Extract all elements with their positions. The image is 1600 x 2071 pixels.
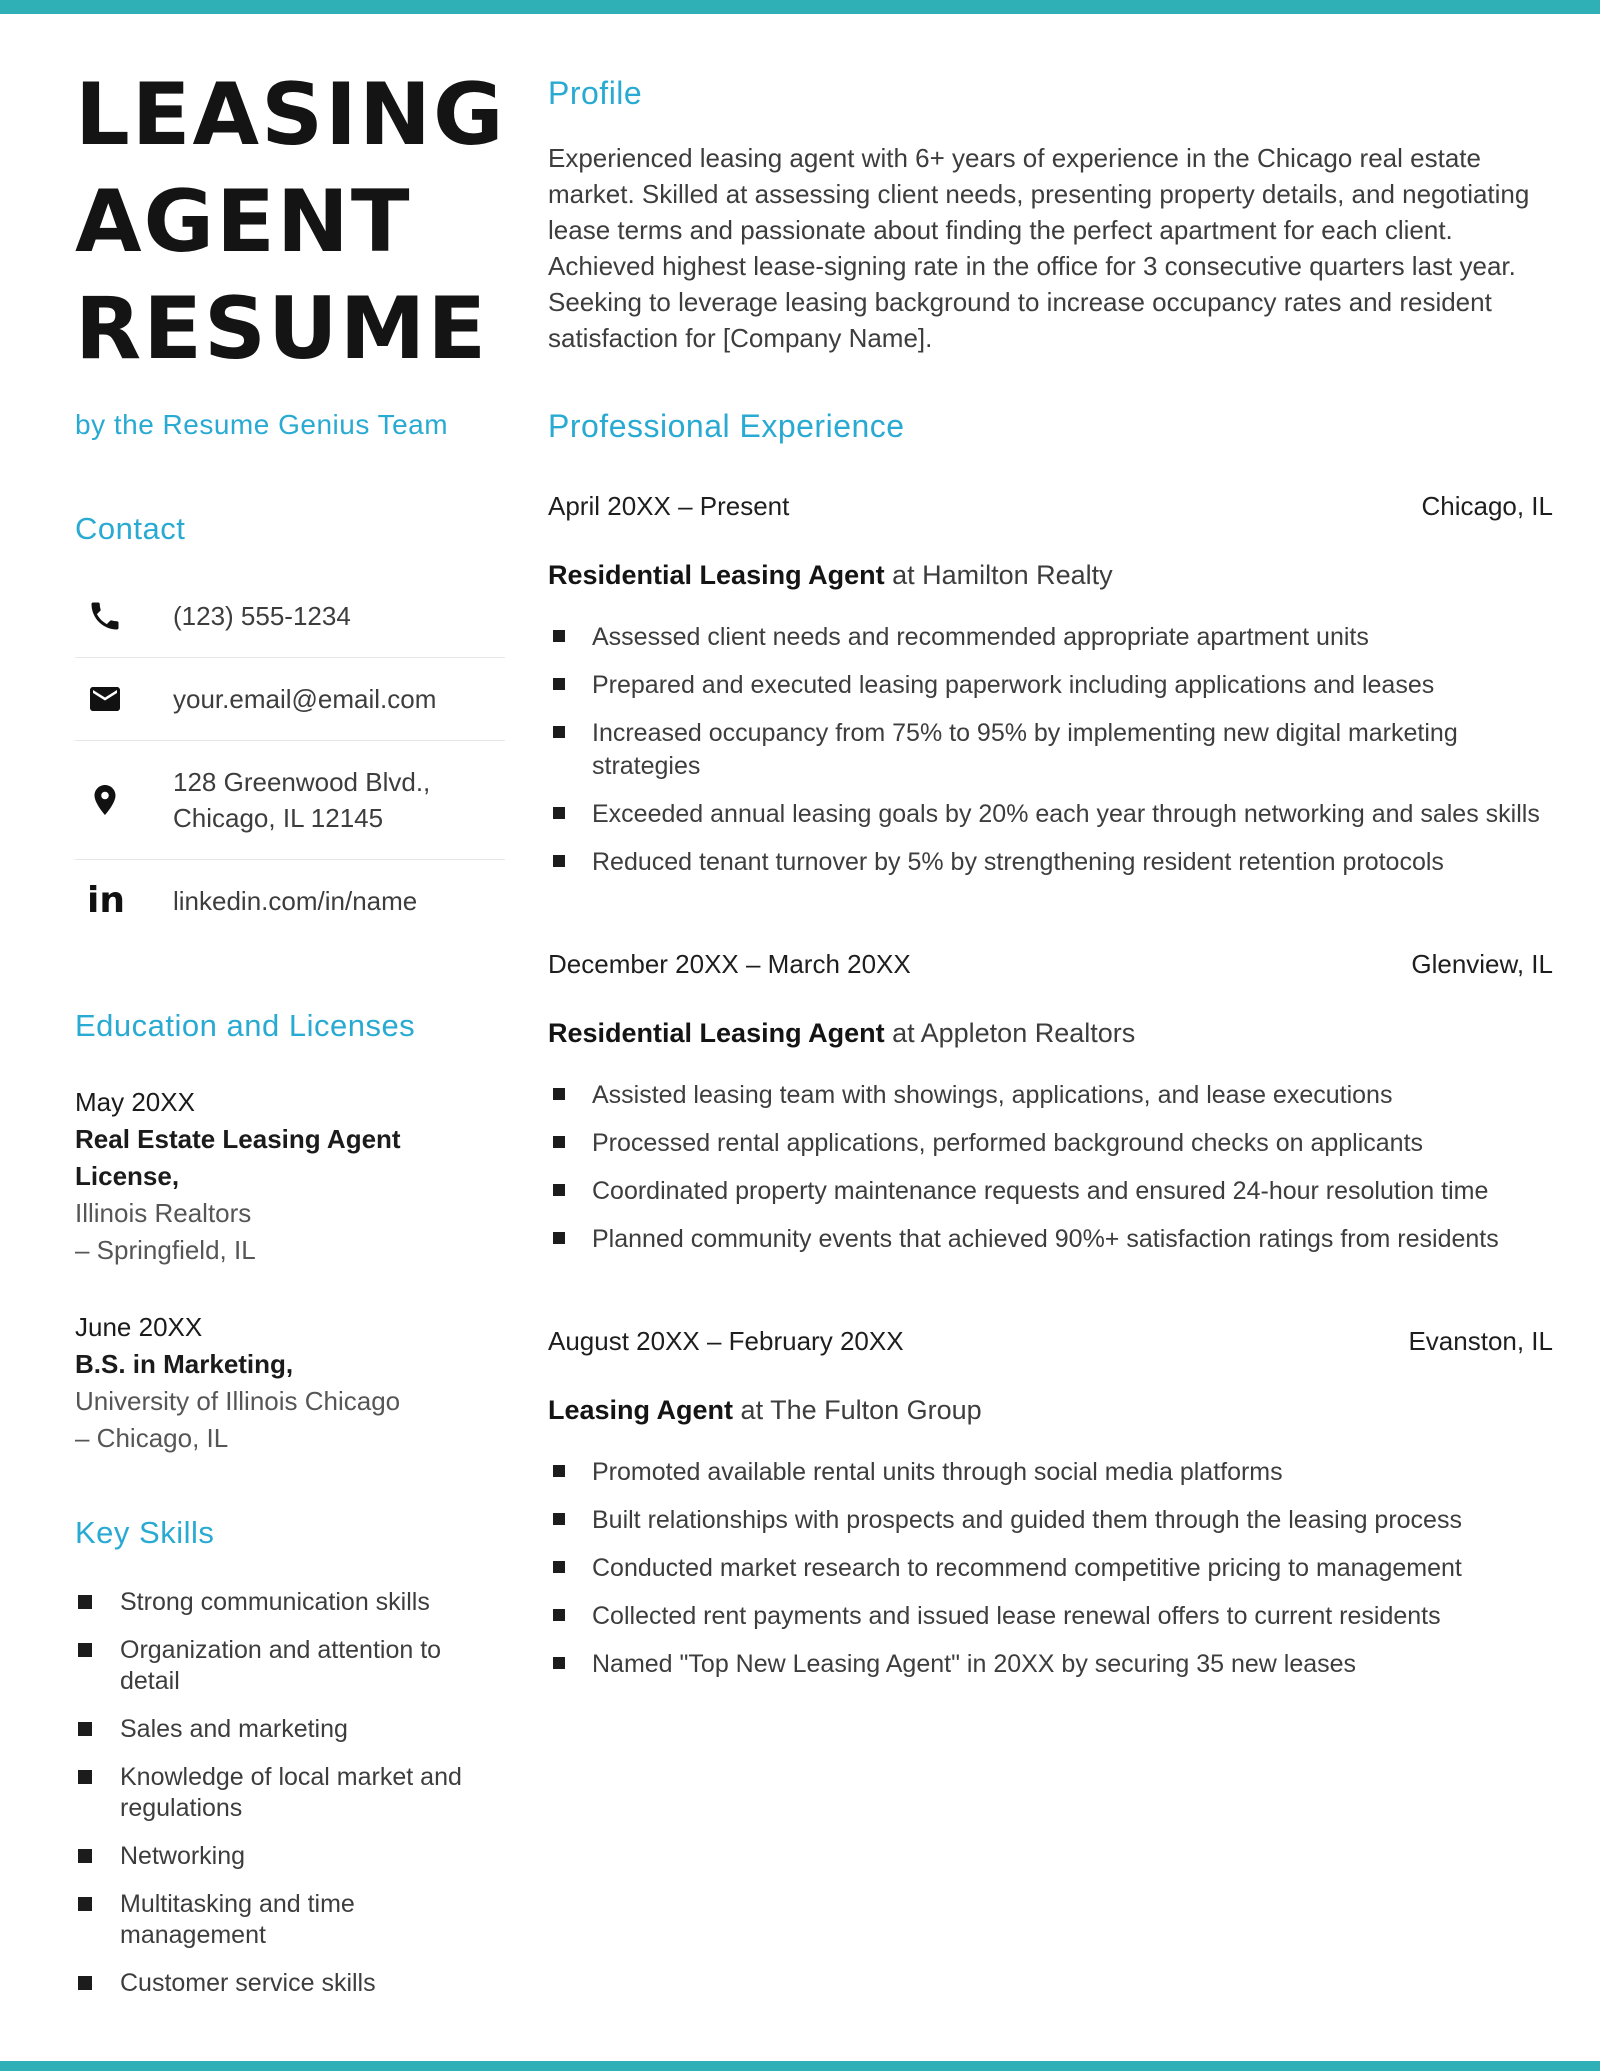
square-bullet-icon	[78, 1849, 92, 1863]
linkedin-value	[173, 883, 417, 919]
job-bullet-text: Coordinated property maintenance requests and ensured 24-hour resolution time	[592, 1177, 1489, 1205]
bottom-accent-bar	[0, 2061, 1600, 2071]
square-bullet-icon	[553, 1088, 565, 1100]
experience-heading: Professional Experience	[548, 408, 905, 444]
job-bullet	[548, 1223, 1553, 1256]
sidebar	[75, 0, 505, 2016]
skill-label: Sales and marketing	[120, 1715, 348, 1743]
skill-label: Strong communication skills	[120, 1588, 430, 1616]
square-bullet-icon	[553, 1136, 565, 1148]
contact-heading: Contact	[75, 511, 186, 546]
job-bullet-text: Built relationships with prospects and guided them through the leasing process	[592, 1506, 1462, 1534]
education-location: – Chicago, IL	[75, 1423, 229, 1453]
profile-text: Experienced leasing agent with 6+ years of experience in the Chicago real estate market. Skilled at assessing client needs, presenting property details, and negotiating lease terms and passionate about finding the perfect apartment for each client. Achieved highest lease-signing rate in the office for 3 consecutive quarters last year. Seeking to leverage leasing background to increase occupancy rates and resident satisfaction for [Company Name].	[548, 143, 1530, 353]
education-heading: Education and Licenses	[75, 1008, 416, 1043]
job-company: at The Fulton Group	[740, 1395, 982, 1425]
job-bullet	[548, 1648, 1553, 1681]
square-bullet-icon	[553, 855, 565, 867]
address-line-2: Chicago, IL 12145	[173, 803, 384, 833]
contact-item-linkedin	[75, 860, 505, 942]
job-company: at Appleton Realtors	[892, 1018, 1136, 1048]
job-bullet-text: Planned community events that achieved 90%+ satisfaction ratings from residents	[592, 1225, 1499, 1253]
square-bullet-icon	[553, 1561, 565, 1573]
main-column	[548, 0, 1553, 2016]
job-bullet	[548, 1127, 1553, 1160]
skill-item	[75, 1841, 505, 1872]
job-bullet	[548, 798, 1553, 831]
job-bullet-list	[548, 1456, 1553, 1681]
phone-icon	[87, 598, 135, 634]
linkedin-icon	[87, 880, 135, 921]
skill-item	[75, 1968, 505, 1999]
job-bullet	[548, 1456, 1553, 1489]
job-bullet	[548, 846, 1553, 879]
job-bullet-text: Prepared and executed leasing paperwork including applications and leases	[592, 671, 1435, 699]
resume-title	[75, 62, 505, 383]
job-entry	[548, 491, 1553, 879]
skill-item	[75, 1714, 505, 1745]
job-bullet-list	[548, 621, 1553, 879]
job-bullet	[548, 1175, 1553, 1208]
skill-item	[75, 1762, 505, 1824]
job-role: Residential Leasing Agent	[548, 560, 885, 590]
phone-value	[173, 598, 351, 634]
job-title-row	[548, 1395, 1553, 1426]
job-location: Chicago, IL	[1421, 491, 1553, 521]
job-bullet-text: Exceeded annual leasing goals by 20% each year through networking and sales skills	[592, 800, 1540, 828]
job-title-row	[548, 1018, 1553, 1049]
education-date: May 20XX	[75, 1087, 195, 1117]
skill-label: Knowledge of local market and regulations	[120, 1763, 462, 1822]
job-bullet-text: Collected rent payments and issued lease renewal offers to current residents	[592, 1602, 1441, 1630]
square-bullet-icon	[78, 1722, 92, 1736]
job-meta-row	[548, 1326, 1553, 1357]
square-bullet-icon	[553, 1184, 565, 1196]
email-address: your.email@email.com	[173, 684, 437, 714]
education-school: University of Illinois Chicago	[75, 1386, 401, 1416]
job-bullet-text: Processed rental applications, performed background checks on applicants	[592, 1129, 1424, 1157]
email-value	[173, 681, 436, 717]
skill-label: Customer service skills	[120, 1969, 376, 1997]
job-company: at Hamilton Realty	[892, 560, 1113, 590]
square-bullet-icon	[553, 807, 565, 819]
address-line-1: 128 Greenwood Blvd.,	[173, 767, 431, 797]
job-bullet-text: Reduced tenant turnover by 5% by strengthening resident retention protocols	[592, 848, 1444, 876]
job-meta-row	[548, 491, 1553, 522]
job-dates: December 20XX – March 20XX	[548, 949, 911, 979]
square-bullet-icon	[78, 1897, 92, 1911]
job-role: Residential Leasing Agent	[548, 1018, 885, 1048]
job-bullet	[548, 1600, 1553, 1633]
square-bullet-icon	[78, 1643, 92, 1657]
job-bullet-text: Conducted market research to recommend competitive pricing to management	[592, 1554, 1462, 1582]
title-line-1: LEASING	[75, 65, 506, 165]
education-location: – Springfield, IL	[75, 1235, 256, 1265]
job-bullet-text: Assisted leasing team with showings, applications, and lease executions	[592, 1081, 1393, 1109]
job-meta-row	[548, 949, 1553, 980]
job-entry	[548, 949, 1553, 1256]
title-line-3: RESUME	[75, 279, 489, 379]
education-date: June 20XX	[75, 1312, 203, 1342]
square-bullet-icon	[553, 1657, 565, 1669]
square-bullet-icon	[553, 726, 565, 738]
education-school: Illinois Realtors	[75, 1198, 252, 1228]
skill-label: Networking	[120, 1842, 246, 1870]
skill-item	[75, 1635, 505, 1697]
job-bullet-text: Increased occupancy from 75% to 95% by implementing new digital marketing strategies	[592, 719, 1458, 780]
job-bullet-text: Named "Top New Leasing Agent" in 20XX by securing 35 new leases	[592, 1650, 1357, 1678]
job-bullet-text: Assessed client needs and recommended appropriate apartment units	[592, 623, 1369, 651]
education-entry	[75, 1084, 505, 1269]
square-bullet-icon	[78, 1595, 92, 1609]
linkedin-url: linkedin.com/in/name	[173, 886, 418, 916]
contact-item-email	[75, 658, 505, 741]
education-degree: Real Estate Leasing Agent License,	[75, 1124, 401, 1191]
square-bullet-icon	[78, 1976, 92, 1990]
education-entry	[75, 1309, 505, 1457]
job-bullet	[548, 1504, 1553, 1537]
square-bullet-icon	[553, 1609, 565, 1621]
job-bullet	[548, 1552, 1553, 1585]
skill-label: Organization and attention to detail	[120, 1636, 442, 1695]
square-bullet-icon	[553, 678, 565, 690]
education-degree: B.S. in Marketing,	[75, 1349, 294, 1379]
byline: by the Resume Genius Team	[75, 409, 449, 440]
job-location: Evanston, IL	[1408, 1326, 1553, 1356]
square-bullet-icon	[78, 1770, 92, 1784]
job-bullet	[548, 717, 1553, 783]
key-skills-heading: Key Skills	[75, 1515, 215, 1550]
top-accent-bar	[0, 0, 1600, 14]
job-role: Leasing Agent	[548, 1395, 734, 1425]
square-bullet-icon	[553, 630, 565, 642]
job-bullet	[548, 621, 1553, 654]
job-dates: August 20XX – February 20XX	[548, 1326, 904, 1356]
job-location: Glenview, IL	[1411, 949, 1553, 979]
job-dates: April 20XX – Present	[548, 491, 790, 521]
title-line-2: AGENT	[75, 172, 412, 272]
phone-number: (123) 555-1234	[173, 601, 351, 631]
contact-item-address	[75, 741, 505, 860]
square-bullet-icon	[553, 1465, 565, 1477]
contact-list	[75, 575, 505, 942]
email-icon	[87, 681, 135, 717]
job-bullet	[548, 1079, 1553, 1112]
location-icon	[87, 782, 135, 818]
job-bullet-list	[548, 1079, 1553, 1256]
skills-list	[75, 1587, 505, 1999]
address-value	[173, 764, 430, 836]
job-bullet-text: Promoted available rental units through social media platforms	[592, 1458, 1283, 1486]
job-entry	[548, 1326, 1553, 1681]
job-title-row	[548, 560, 1553, 591]
job-bullet	[548, 669, 1553, 702]
skill-label: Multitasking and time management	[120, 1890, 355, 1949]
square-bullet-icon	[553, 1232, 565, 1244]
linkedin-glyph: in	[87, 880, 125, 921]
skill-item	[75, 1587, 505, 1618]
contact-item-phone	[75, 575, 505, 658]
square-bullet-icon	[553, 1513, 565, 1525]
skill-item	[75, 1889, 505, 1951]
profile-heading: Profile	[548, 75, 643, 111]
